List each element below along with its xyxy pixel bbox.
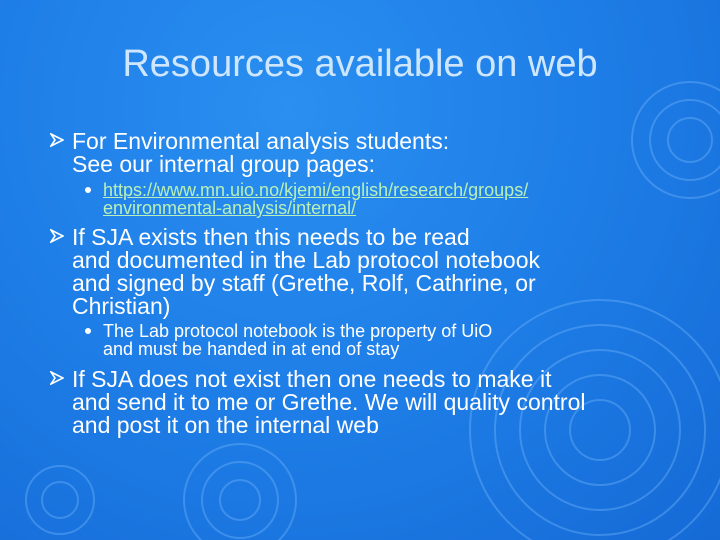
bullet-text-line: For Environmental analysis students:: [72, 128, 450, 154]
bullet-text-line: and signed by staff (Grethe, Rolf, Cathrine, or: [72, 270, 536, 296]
arrowhead-bullet-icon: [50, 229, 64, 243]
bullet-text-line: and send it to me or Grethe. We will quality control: [72, 389, 586, 415]
bullet-text-line: See our internal group pages:: [72, 151, 376, 177]
bullet-text-line: and documented in the Lab protocol notebook: [72, 247, 541, 273]
slide-title: Resources available on web: [122, 43, 598, 85]
dot-bullet-icon: [85, 187, 91, 193]
arrowhead-bullet-icon: [50, 371, 64, 385]
bullet-text-line: Christian): [72, 293, 171, 319]
resources-link[interactable]: [103, 181, 693, 217]
sub-bullet-text: [103, 322, 693, 358]
bullet-text-line: and post it on the internal web: [72, 412, 379, 438]
dot-bullet-icon: [85, 328, 91, 334]
arrowhead-bullet-icon: [50, 133, 64, 147]
bullet-text-line: If SJA does not exist then one needs to make it: [72, 366, 552, 392]
bullet-text: [72, 130, 682, 176]
bullet-text: [72, 368, 682, 437]
link-line[interactable]: environmental-analysis/internal/: [103, 198, 357, 218]
sub-bullet-text-line: and must be handed in at end of stay: [103, 339, 400, 359]
link-line[interactable]: https://www.mn.uio.no/kjemi/english/research/groups/: [103, 180, 529, 200]
bullet-text-line: If SJA exists then this needs to be read: [72, 224, 470, 250]
sub-bullet-text-line: The Lab protocol notebook is the property of UiO: [103, 321, 493, 341]
bullet-text: [72, 226, 682, 318]
